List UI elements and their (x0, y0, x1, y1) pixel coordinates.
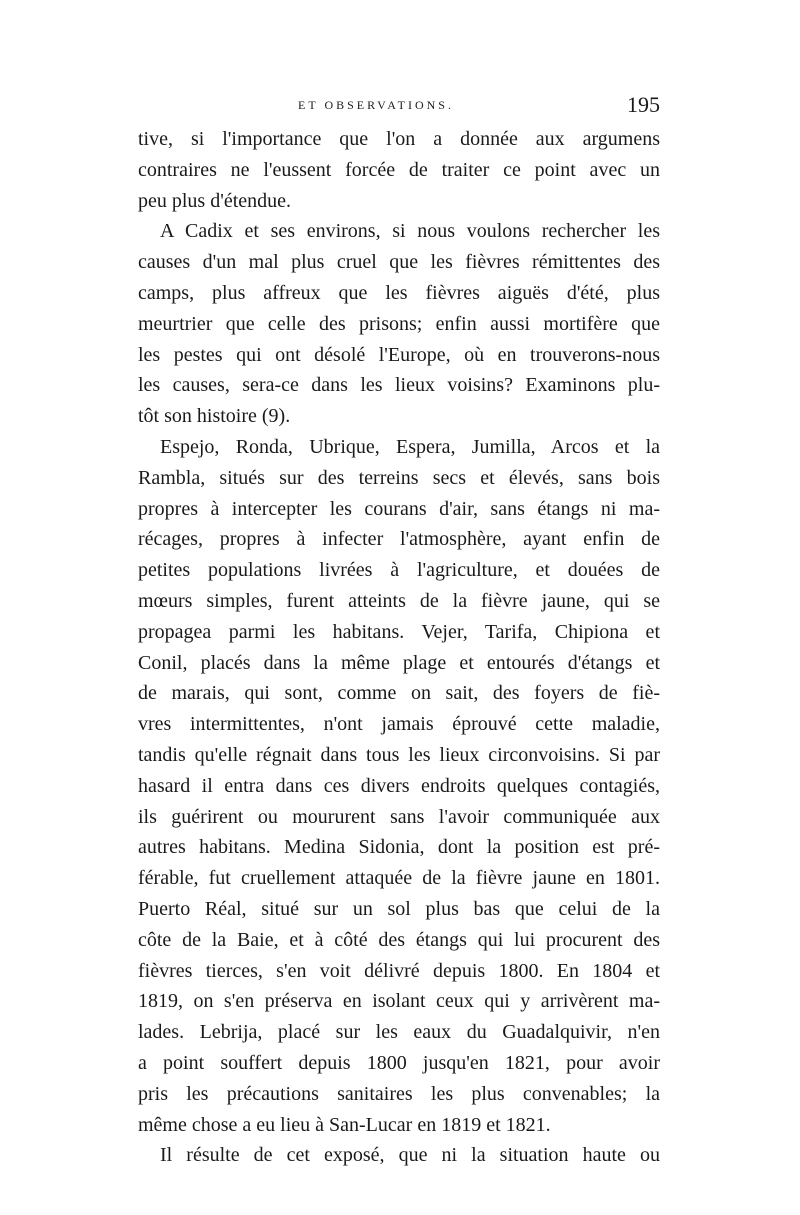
paragraph-start-line: A Cadix et ses environs, si nous voulons rechercher les (160, 220, 660, 243)
text-line: de marais, qui sont, comme on sait, des foyers de fiè- (138, 682, 660, 705)
text-line: causes d'un mal plus cruel que les fièvres rémittentes des (138, 251, 660, 274)
text-line: 1819, on s'en préserva en isolant ceux qui y arrivèrent ma- (138, 990, 660, 1013)
text-line: côte de la Baie, et à côté des étangs qui lui procurent des (138, 928, 660, 951)
text-line: tive, si l'importance que l'on a donnée aux argumens (138, 128, 660, 150)
text-line: ils guérirent ou moururent sans l'avoir communiquée aux (138, 805, 660, 828)
text-line: récages, propres à infecter l'atmosphère, ayant enfin de (138, 528, 660, 551)
text-line: Puerto Réal, situé sur un sol plus bas que celui de la (138, 897, 660, 920)
text-line: les causes, sera-ce dans les lieux voisins? Examinons plu- (138, 374, 660, 397)
text-line: pris les précautions sanitaires les plus convenables; la (138, 1082, 660, 1105)
text-line: mœurs simples, furent atteints de la fièvre jaune, qui se (138, 589, 660, 612)
page-number: 195 (627, 92, 660, 117)
text-line: propres à intercepter les courans d'air, sans étangs ni ma- (138, 497, 660, 520)
text-line: férable, fut cruellement attaquée de la fièvre jaune en 1801. (138, 867, 660, 890)
text-line: Conil, placés dans la même plage et entourés d'étangs et (138, 651, 660, 674)
text-line: les pestes qui ont désolé l'Europe, où en trouverons-nous (138, 343, 660, 366)
running-title: ET OBSERVATIONS. (298, 98, 454, 112)
running-header (138, 92, 660, 120)
paragraph-start-line: Il résulte de cet exposé, que ni la situation haute ou (160, 1144, 660, 1167)
text-line: peu plus d'étendue. (138, 189, 292, 212)
text-line: même chose a eu lieu à San-Lucar en 1819 et 1821. (138, 1113, 551, 1136)
body-text (138, 124, 660, 1171)
text-line: camps, plus affreux que les fièvres aiguës d'été, plus (138, 281, 660, 304)
text-line: hasard il entra dans ces divers endroits quelques contagiés, (138, 774, 660, 797)
text-line: fièvres tierces, s'en voit délivré depuis 1800. En 1804 et (138, 959, 660, 982)
text-line: lades. Lebrija, placé sur les eaux du Guadalquivir, n'en (138, 1021, 660, 1044)
text-line: tôt son histoire (9). (138, 405, 291, 428)
text-line: meurtrier que celle des prisons; enfin aussi mortifère que (138, 312, 660, 335)
text-line: tandis qu'elle régnait dans tous les lieux circonvoisins. Si par (138, 743, 660, 766)
text-line: autres habitans. Medina Sidonia, dont la position est pré- (138, 836, 660, 859)
text-line: propagea parmi les habitans. Vejer, Tarifa, Chipiona et (138, 620, 660, 643)
text-line: Rambla, situés sur des terreins secs et élevés, sans bois (138, 466, 660, 489)
paragraph-start-line: Espejo, Ronda, Ubrique, Espera, Jumilla, Arcos et la (160, 435, 660, 458)
text-line: a point souffert depuis 1800 jusqu'en 1821, pour avoir (138, 1051, 660, 1074)
text-line: vres intermittentes, n'ont jamais éprouvé cette maladie, (138, 713, 660, 736)
text-line: petites populations livrées à l'agriculture, et douées de (138, 559, 660, 582)
text-line: contraires ne l'eussent forcée de traiter ce point avec un (138, 158, 660, 181)
